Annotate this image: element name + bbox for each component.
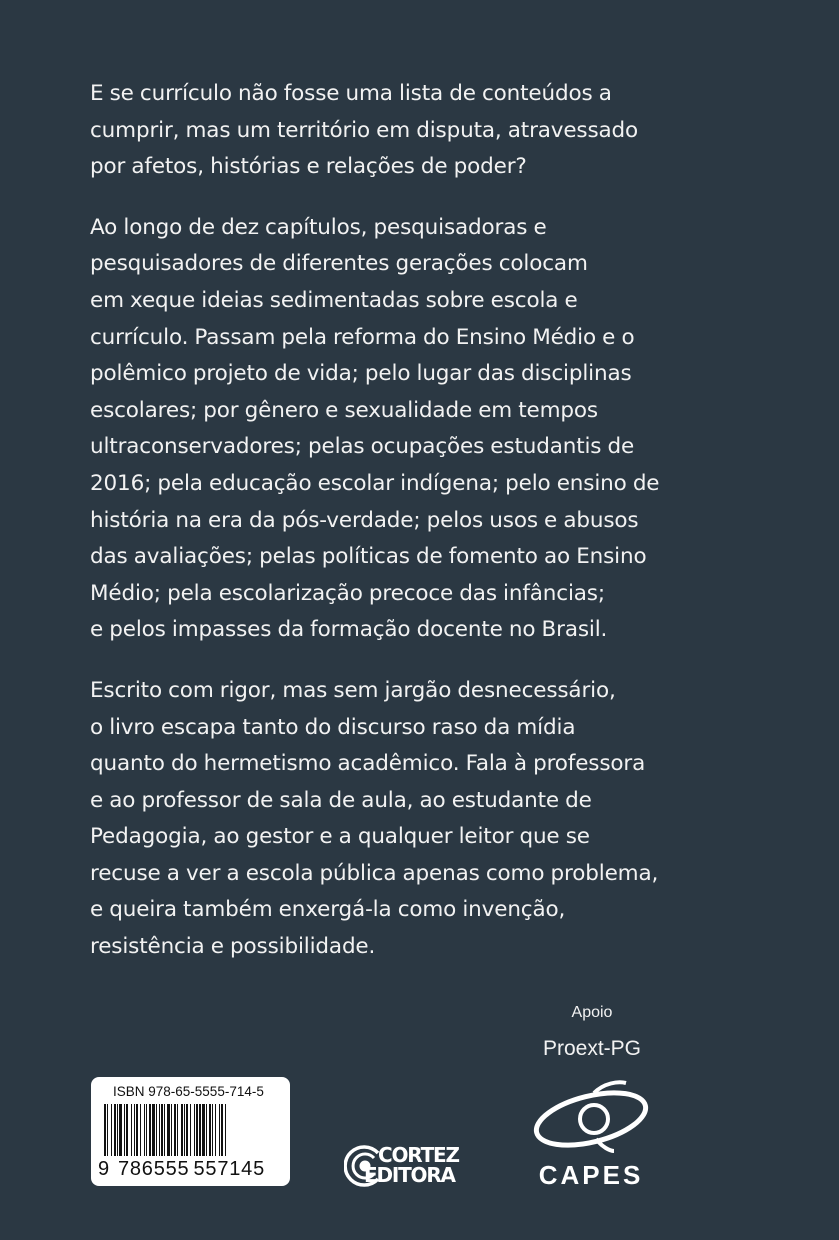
text-line: quanto do hermetismo acadêmico. Fala à professora — [90, 751, 646, 777]
barcode-bar — [215, 1104, 216, 1156]
text-line: cumprir, mas um território em disputa, atravessado — [90, 117, 639, 143]
text-line: e ao professor de sala de aula, ao estudante de — [90, 787, 592, 813]
capes-orbit-icon — [530, 1077, 654, 1157]
support-label: Apoio — [571, 1004, 613, 1021]
text-line: resistência e possibilidade. — [90, 934, 376, 960]
barcode-bar — [219, 1104, 220, 1156]
text-line: pesquisadores de diferentes gerações colocam — [90, 251, 588, 277]
barcode-bar — [221, 1104, 223, 1156]
barcode-bar — [196, 1104, 198, 1156]
back-cover-text — [90, 76, 770, 990]
barcode-bar — [149, 1104, 151, 1156]
text-line: e pelos impasses da formação docente no Brasil. — [90, 617, 608, 643]
text-line: E se currículo não fosse uma lista de conteúdos a — [90, 81, 612, 106]
barcode-bar — [161, 1104, 163, 1156]
barcode-digits — [98, 1158, 265, 1181]
support-program: Proext-PG — [542, 1037, 642, 1060]
text-line: 2016; pela educação escolar indígena; pelo ensino de — [90, 470, 660, 496]
barcode-bar — [174, 1104, 176, 1156]
barcode-bar — [131, 1104, 132, 1156]
barcode-bar — [152, 1104, 155, 1156]
isbn-label: ISBN 978-65-5555-714-5 — [113, 1084, 264, 1099]
barcode-bar — [126, 1104, 128, 1156]
cortez-editora-logo — [344, 1143, 484, 1191]
text-line: das avaliações; pelas políticas de fomento ao Ensino — [90, 544, 647, 570]
barcode-bar — [190, 1104, 191, 1156]
barcode-bar — [107, 1104, 108, 1156]
barcode-bar — [199, 1104, 201, 1156]
text-line: escolares; por gênero e sexualidade em tempos — [90, 397, 598, 423]
barcode-bar — [124, 1104, 125, 1156]
barcode-bar — [202, 1104, 205, 1156]
text-line: e queira também enxergá-la como invenção, — [90, 897, 566, 923]
barcode-digit-group-1: 786555 — [117, 1158, 190, 1180]
barcode-bar — [114, 1104, 116, 1156]
barcode-bar — [212, 1104, 213, 1156]
text-line: Ao longo de dez capítulos, pesquisadoras e — [90, 214, 547, 240]
barcode-bar — [144, 1104, 145, 1156]
intro-question-paragraph — [90, 76, 770, 186]
barcode-bar — [117, 1104, 118, 1156]
barcode-bar — [119, 1104, 122, 1156]
text-line: recuse a ver a escola pública apenas como problema, — [90, 860, 659, 886]
barcode-bar — [206, 1104, 207, 1156]
barcode-bar — [181, 1104, 183, 1156]
barcode-bar — [156, 1104, 157, 1156]
text-line: Escrito com rigor, mas sem jargão desnecessário, — [90, 677, 616, 703]
text-line: o livro escapa tanto do discurso raso da mídia — [90, 714, 576, 740]
barcode-bar — [184, 1104, 185, 1156]
barcode-bar — [167, 1104, 170, 1156]
agency-name: CAPES — [538, 1160, 644, 1190]
barcode-bar — [209, 1104, 211, 1156]
barcode-bar — [136, 1104, 138, 1156]
barcode-bar — [194, 1104, 195, 1156]
text-line: em xeque ideias sedimentadas sobre escola e — [90, 287, 578, 313]
text-line: ultraconservadores; pelas ocupações estudantis de — [90, 434, 635, 460]
barcode-bars-icon — [104, 1104, 280, 1156]
barcode-digit-group-2: 557145 — [193, 1158, 266, 1180]
audience-paragraph — [90, 673, 770, 966]
text-line: por afetos, histórias e relações de poder? — [90, 154, 527, 180]
isbn-barcode — [91, 1077, 290, 1186]
barcode-bar — [159, 1104, 160, 1156]
barcode-bar — [134, 1104, 135, 1156]
barcode-bar — [146, 1104, 147, 1156]
text-line: currículo. Passam pela reforma do Ensino Médio e o — [90, 324, 635, 350]
barcode-bar — [164, 1104, 165, 1156]
barcode-bar — [177, 1104, 178, 1156]
barcode-bar — [104, 1104, 106, 1156]
barcode-bar — [171, 1104, 172, 1156]
barcode-digit-first: 9 — [98, 1158, 110, 1180]
text-line: polêmico projeto de vida; pelo lugar das disciplinas — [90, 361, 632, 387]
chapters-summary-paragraph — [90, 210, 770, 649]
barcode-bar — [225, 1104, 226, 1156]
publisher-name-line1: CORTEZ — [378, 1143, 459, 1167]
barcode-bar — [111, 1104, 112, 1156]
text-line: história na era da pós-verdade; pelos usos e abusos — [90, 507, 639, 533]
barcode-bar — [140, 1104, 141, 1156]
barcode-bar — [186, 1104, 188, 1156]
text-line: Pedagogia, ao gestor e a qualquer leitor que se — [90, 824, 590, 850]
publisher-name-line2: EDITORA — [364, 1163, 455, 1187]
text-line: Médio; pela escolarização precoce das infâncias; — [90, 580, 605, 606]
